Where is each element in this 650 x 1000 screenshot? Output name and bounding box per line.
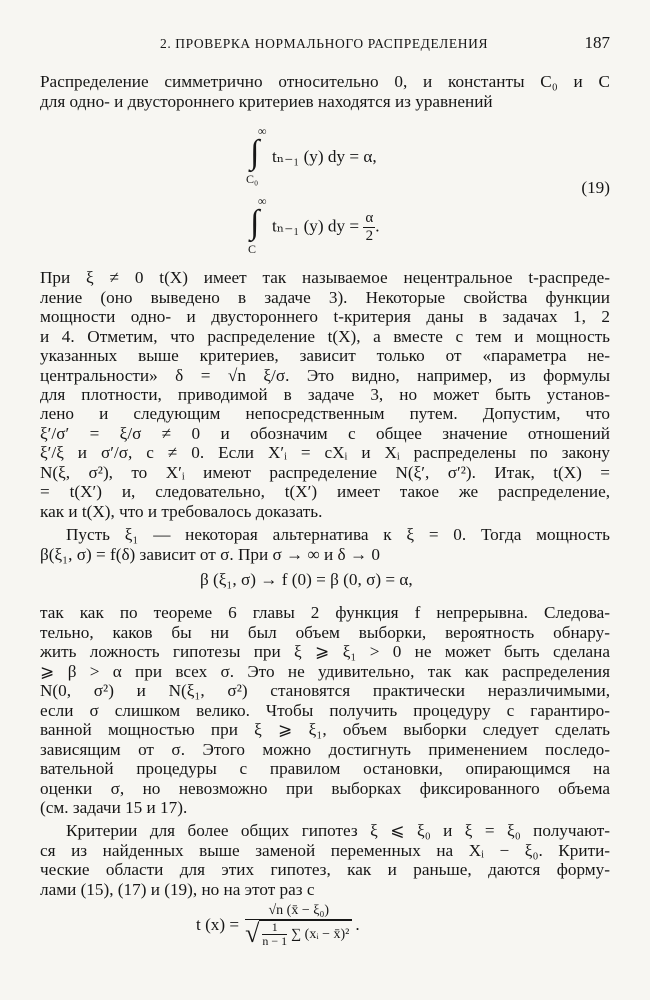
integral-1-upper-limit: ∞ — [258, 124, 267, 138]
inner-fraction-denominator: n − 1 — [262, 934, 288, 948]
inner-fraction-numerator: 1 — [262, 921, 287, 935]
paragraph-4-line-4: лами (15), (17) и (19), но на этот раз с — [40, 880, 315, 899]
inner-fraction — [262, 921, 287, 948]
paragraph-1-line-12: = t(X′) и, следовательно, t(X′) имеет такое же распределение, — [40, 482, 610, 501]
paragraph-1-line-1: При ξ ≠ 0 t(X) имеет так называемое нецентральное t-распреде- — [40, 268, 610, 287]
paragraph-3-line-6: если σ слишком велико. Чтобы получить процедуру с гарантиро- — [40, 701, 610, 720]
paragraph-3-line-3: жить ложность гипотезы при ξ ⩾ ξ₁ > 0 не может быть сделана — [40, 642, 610, 661]
fraction-alpha-over-2 — [363, 210, 375, 245]
equation-number-19: (19) — [581, 178, 610, 197]
sqrt-sign: √ — [245, 919, 260, 948]
paragraph-2-line-1: Пусть ξ₁ — некоторая альтернатива к ξ = 0. Тогда мощность — [66, 525, 610, 544]
integral-2-lower-limit: C — [248, 242, 257, 256]
limit-equation: β (ξ₁, σ) → f (0) = β (0, σ) = α, — [200, 570, 413, 589]
final-formula — [196, 902, 360, 948]
integral-1-lower-limit: C₀ — [246, 172, 259, 186]
intro-line-1: Распределение симметрично относительно 0, и константы C₀ и C — [40, 72, 610, 91]
paragraph-3-line-1: так как по теореме 6 главы 2 функция f непрерывна. Следова- — [40, 603, 610, 622]
paragraph-3-line-4: ⩾ β > α при всех σ. Это не удивительно, так как распределения — [40, 662, 610, 681]
paragraph-3-line-11: (см. задачи 15 и 17). — [40, 798, 188, 817]
final-formula-denominator — [245, 920, 352, 948]
fraction-denominator: 2 — [365, 228, 374, 244]
final-formula-fraction — [245, 902, 352, 948]
paragraph-3-line-9: вательной процедуры с правилом остановки, опирающимся на — [40, 759, 610, 778]
equation-19-line-2 — [272, 210, 380, 245]
paragraph-1-line-5: указанных выше критериев, зависит только от «параметра не- — [40, 346, 610, 365]
equation-19-line-2-body: tₙ₋₁ (y) dy = — [272, 216, 360, 236]
equation-19-line-2-tail: . — [375, 216, 380, 236]
paragraph-1-line-8: лено и следующим непосредственным путем. Допустим, что — [40, 404, 610, 423]
paragraph-1-line-4: и 4. Отметим, что распределение t(X), а вместе с тем и мощность — [40, 327, 610, 346]
page-number: 187 — [584, 33, 610, 52]
equation-19-line-1: tₙ₋₁ (y) dy = α, — [272, 147, 377, 166]
paragraph-1-line-7: для плотности, приводимой в задаче 3, но может быть установ- — [40, 385, 610, 404]
final-formula-tail: . — [355, 915, 360, 934]
paragraph-3-line-2: тельно, каков бы ни был объем выборки, вероятность обнару- — [40, 623, 610, 642]
sqrt-radicand — [259, 920, 352, 948]
paragraph-4-line-1: Критерии для более общих гипотез ξ ⩽ ξ₀ и ξ = ξ₀ получают- — [66, 821, 610, 840]
paragraph-3-line-10: оценки σ, но невозможно при выборках фиксированного объема — [40, 779, 610, 798]
sum-expression: ∑ (xᵢ − x̄)² — [291, 927, 350, 942]
integral-2-upper-limit: ∞ — [258, 194, 267, 208]
intro-line-2: для одно- и двустороннего критериев находятся из уравнений — [40, 92, 493, 111]
paragraph-4-line-2: ся из найденных выше заменой переменных на Xᵢ − ξ₀. Крити- — [40, 841, 610, 860]
paragraph-1-line-6: центральности» δ = √n ξ/σ. Это видно, например, из формулы — [40, 366, 610, 385]
final-formula-lhs: t (x) = — [196, 915, 240, 934]
paragraph-1-line-3: мощности одно- и двустороннего t-критерия даны в задачах 1, 2 — [40, 307, 610, 326]
fraction-numerator: α — [365, 210, 374, 226]
final-formula-numerator: √n (x̄ − ξ₀) — [245, 902, 352, 920]
integral-sign: ∫ — [250, 134, 260, 171]
paragraph-1-line-9: ξ′/σ′ = ξ/σ ≠ 0 и обозначим c общее значение отношений — [40, 424, 610, 443]
paragraph-1-line-2: ление (оно выведено в задаче 3). Некоторые свойства функции — [40, 288, 610, 307]
integral-sign: ∫ — [250, 204, 260, 241]
paragraph-1-line-10: ξ′/ξ и σ′/σ, c ≠ 0. Если X′ᵢ = cXᵢ и Xᵢ распределены по закону — [40, 443, 610, 462]
paragraph-3-line-7: ванной мощностью при ξ ⩾ ξ₁, объем выборки следует сделать — [40, 720, 610, 739]
running-header-title: 2. ПРОВЕРКА НОРМАЛЬНОГО РАСПРЕДЕЛЕНИЯ — [160, 36, 489, 51]
paragraph-4-line-3: ческие области для этих гипотез, как и раньше, даются форму- — [40, 860, 610, 879]
paragraph-1-line-11: N(ξ, σ²), то X′ᵢ имеют распределение N(ξ′, σ′²). Итак, t(X) = — [40, 463, 610, 482]
paragraph-2-line-2: β(ξ₁, σ) = f(δ) зависит от σ. При σ → ∞ и δ → 0 — [40, 545, 381, 564]
paragraph-3-line-5: N(0, σ²) и N(ξ₁, σ²) становятся практически неразличимыми, — [40, 681, 610, 700]
paragraph-1-line-13: как и t(X), что и требовалось доказать. — [40, 502, 323, 521]
paragraph-3-line-8: зависящим от σ. Этого можно достигнуть применением последо- — [40, 740, 610, 759]
